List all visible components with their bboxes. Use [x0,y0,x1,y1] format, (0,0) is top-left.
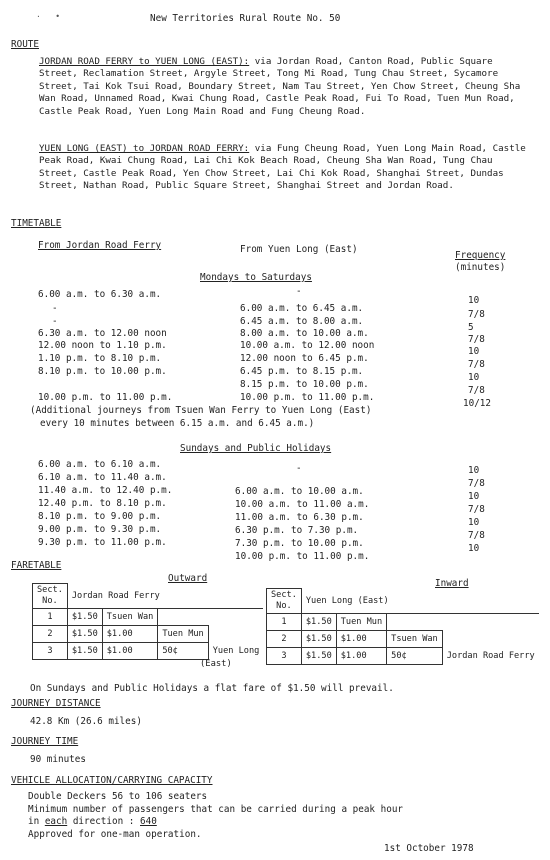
outward-stop-extra: (East) [200,659,232,669]
inward-fare-row [267,648,539,665]
faretable-heading: FARETABLE [11,560,62,571]
weekday-yuenlong-time: 6.00 a.m. to 6.45 a.m. [240,303,364,314]
outward-fare-cell: $1.50 [67,609,102,626]
sunday-heading: Sundays and Public Holidays [180,443,332,454]
sunday-jordan-time: 9.30 p.m. to 11.00 p.m. [38,537,167,548]
each-word: each [44,816,68,827]
sunday-jordan-time: 9.00 p.m. to 9.30 p.m. [38,524,162,535]
inward-fare-cell: 3 [267,648,302,665]
capacity-value: 640 [140,816,157,827]
outward-fare-cell: $1.00 [102,643,158,660]
sunday-yuenlong-time: 7.30 p.m. to 10.00 p.m. [235,538,364,549]
sunday-jordan-time: 8.10 p.m. to 9.00 p.m. [38,511,162,522]
col-frequency-unit: (minutes) [455,262,506,273]
outward-fare-cell: 3 [33,643,68,660]
outward-fare-cell: $1.50 [67,626,102,643]
outward-fare-stop: Yuen Long [212,646,260,656]
outward-fare-cell: $1.00 [102,626,158,643]
inward-fare-cell: $1.00 [336,648,386,665]
vehicle-line3: in each direction : 640 [28,816,157,827]
outward-fare-row [33,626,264,643]
outward-fare-row [33,609,264,626]
outward-fare-stop [208,626,263,643]
flat-fare-note: On Sundays and Public Holidays a flat fare of $1.50 will prevail. [30,683,394,694]
sunday-jordan-time: 6.10 a.m. to 11.40 a.m. [38,472,167,483]
weekday-jordan-time: 6.00 a.m. to 6.30 a.m. [38,289,162,300]
outward-fare-table [32,583,263,660]
inward-fare-row [267,631,539,648]
sunday-yuenlong-time: 11.00 a.m. to 6.30 p.m. [235,512,364,523]
sunday-frequency: 10 [468,543,480,554]
inward-fare-cell: 2 [267,631,302,648]
inbound-route-text: via Fung Cheung Road, Yuen Long Main Road, Castle Peak Road, Kwai Chung Road, Lai Chi Kok Beach Road, Cheung Sha Wan Road, Tung Chau Street, Castle Peak Road, Yen Chow Street, Lai Chi Kok Road, Shanghai Street, Dundas Street, Nathan Road, Public Square Street, Shanghai Street and Jordan Road. [39,143,526,192]
outward-fare-cell: Tsuen Wan [102,609,158,626]
outward-fare-cell: $1.50 [67,643,102,660]
route-heading: ROUTE [11,39,39,50]
outbound-route-label: JORDAN ROAD FERRY to YUEN LONG (EAST): [39,56,250,67]
inward-fare-cell: 50¢ [387,648,443,665]
sunday-frequency: 10 [468,491,480,502]
sunday-frequency: 7/8 [468,530,485,541]
document-date: 1st October 1978 [384,843,474,854]
journey-time-value: 90 minutes [30,754,86,765]
sunday-jordan-time: 6.00 a.m. to 6.10 a.m. [38,459,162,470]
vehicle-heading: VEHICLE ALLOCATION/CARRYING CAPACITY [11,775,213,786]
vehicle-line2: Minimum number of passengers that can be carried during a peak hour [28,804,404,815]
sunday-frequency: 7/8 [468,504,485,515]
sunday-frequency: 10 [468,465,480,476]
weekday-frequency: 10 [468,295,480,306]
weekday-yuenlong-time: 10.00 p.m. to 11.00 p.m. [240,392,375,403]
sunday-frequency: 7/8 [468,478,485,489]
inward-fare-table [266,588,539,665]
weekday-yuenlong-time: 6.45 a.m. to 8.00 a.m. [240,316,364,327]
weekday-yuenlong-time: - [296,286,302,297]
outward-fare-cell [158,609,208,626]
weekday-frequency: 7/8 [468,359,485,370]
inward-fare-cell: Tuen Mun [336,614,386,631]
additional-note-line2: every 10 minutes between 6.15 a.m. and 6.45 a.m.) [40,418,315,429]
weekday-jordan-time: 8.10 p.m. to 10.00 p.m. [38,366,167,377]
journey-distance-value: 42.8 Km (26.6 miles) [30,716,142,727]
weekday-frequency: 7/8 [468,385,485,396]
weekday-yuenlong-time: 12.00 noon to 6.45 p.m. [240,353,369,364]
vehicle-line4: Approved for one-man operation. [28,829,202,840]
weekday-jordan-time: 12.00 noon to 1.10 p.m. [38,340,167,351]
weekday-frequency: 5 [468,322,474,333]
sunday-jordan-time: 11.40 a.m. to 12.40 p.m. [38,485,173,496]
weekday-yuenlong-time: 8.00 a.m. to 10.00 a.m. [240,328,369,339]
weekday-jordan-time: 6.30 a.m. to 12.00 noon [38,328,167,339]
inward-origin: Yuen Long (East) [301,589,538,614]
timetable-heading: TIMETABLE [11,218,62,229]
vehicle-line1: Double Deckers 56 to 106 seaters [28,791,208,802]
sunday-yuenlong-time: 10.00 a.m. to 11.00 a.m. [235,499,370,510]
journey-time-heading: JOURNEY TIME [11,736,79,747]
weekday-jordan-time: 1.10 p.m. to 8.10 p.m. [38,353,162,364]
outward-fare-stop [208,609,263,626]
weekday-jordan-time: - [52,316,58,327]
sect-header-inward: Sect. No. [267,589,302,614]
sunday-yuenlong-time: 6.00 a.m. to 10.00 a.m. [235,486,364,497]
sunday-jordan-time: 12.40 p.m. to 8.10 p.m. [38,498,167,509]
inward-fare-cell: $1.00 [336,631,386,648]
weekday-frequency: 10 [468,372,480,383]
weekday-yuenlong-time: 8.15 p.m. to 10.00 p.m. [240,379,369,390]
sunday-frequency: 10 [468,517,480,528]
outward-fare-cell: 50¢ [158,643,208,660]
weekday-yuenlong-time: 10.00 a.m. to 12.00 noon [240,340,375,351]
outward-origin: Jordan Road Ferry [67,584,263,609]
weekday-jordan-time: - [52,303,58,314]
sunday-yuenlong-time: 6.30 p.m. to 7.30 p.m. [235,525,359,536]
weekday-frequency: 7/8 [468,334,485,345]
sunday-yuenlong-time: - [296,463,302,474]
weekday-frequency: 7/8 [468,309,485,320]
inward-fare-cell: $1.50 [301,614,336,631]
page-title: New Territories Rural Route No. 50 [150,13,341,24]
inward-label: Inward [435,578,469,589]
inward-fare-stop [442,631,538,648]
margin-marks: · • [36,12,61,21]
outward-fare-cell: 2 [33,626,68,643]
inward-fare-stop [442,614,538,631]
col-frequency: Frequency [455,250,506,261]
inbound-route-label: YUEN LONG (EAST) to JORDAN ROAD FERRY: [39,143,250,154]
outward-label: Outward [168,573,208,584]
weekday-heading: Mondays to Saturdays [200,272,312,283]
additional-note-line1: (Additional journeys from Tsuen Wan Ferry to Yuen Long (East) [30,405,372,416]
inward-fare-cell: Tsuen Wan [387,631,443,648]
col-from-jordan: From Jordan Road Ferry [38,240,162,251]
inward-fare-cell: $1.50 [301,648,336,665]
col-from-yuen-long: From Yuen Long (East) [240,244,358,255]
outward-fare-cell: Tuen Mun [158,626,208,643]
inward-fare-cell [387,614,443,631]
outward-fare-row [33,643,264,660]
outward-fare-cell: 1 [33,609,68,626]
weekday-frequency: 10/12 [463,398,491,409]
weekday-yuenlong-time: 6.45 p.m. to 8.15 p.m. [240,366,364,377]
weekday-jordan-time: 10.00 p.m. to 11.00 p.m. [38,392,173,403]
sunday-yuenlong-time: 10.00 p.m. to 11.00 p.m. [235,551,370,562]
inward-fare-cell: 1 [267,614,302,631]
inbound-route [39,143,531,193]
inward-fare-row [267,614,539,631]
outbound-route-text: via Jordan Road, Canton Road, Public Square Street, Reclamation Street, Argyle Street, Tong Mi Road, Tung Chau Street, Sycamore Street, Tai Kok Tsui Road, Boundary Street, Nam Tau Street, Yen Chow Street, Cheung Sha Wan Road, Unnamed Road, Kwai Chung Road, Castle Peak Road, Fui To Road, Tuen Mun Road, Castle Peak Road, Yuen Long Main Road and Fung Cheung Road. [39,56,521,117]
weekday-frequency: 10 [468,346,480,357]
inward-fare-stop: Jordan Road Ferry [446,651,535,661]
outbound-route [39,56,531,118]
inward-fare-cell: $1.50 [301,631,336,648]
journey-distance-heading: JOURNEY DISTANCE [11,698,101,709]
sect-header: Sect. No. [33,584,68,609]
